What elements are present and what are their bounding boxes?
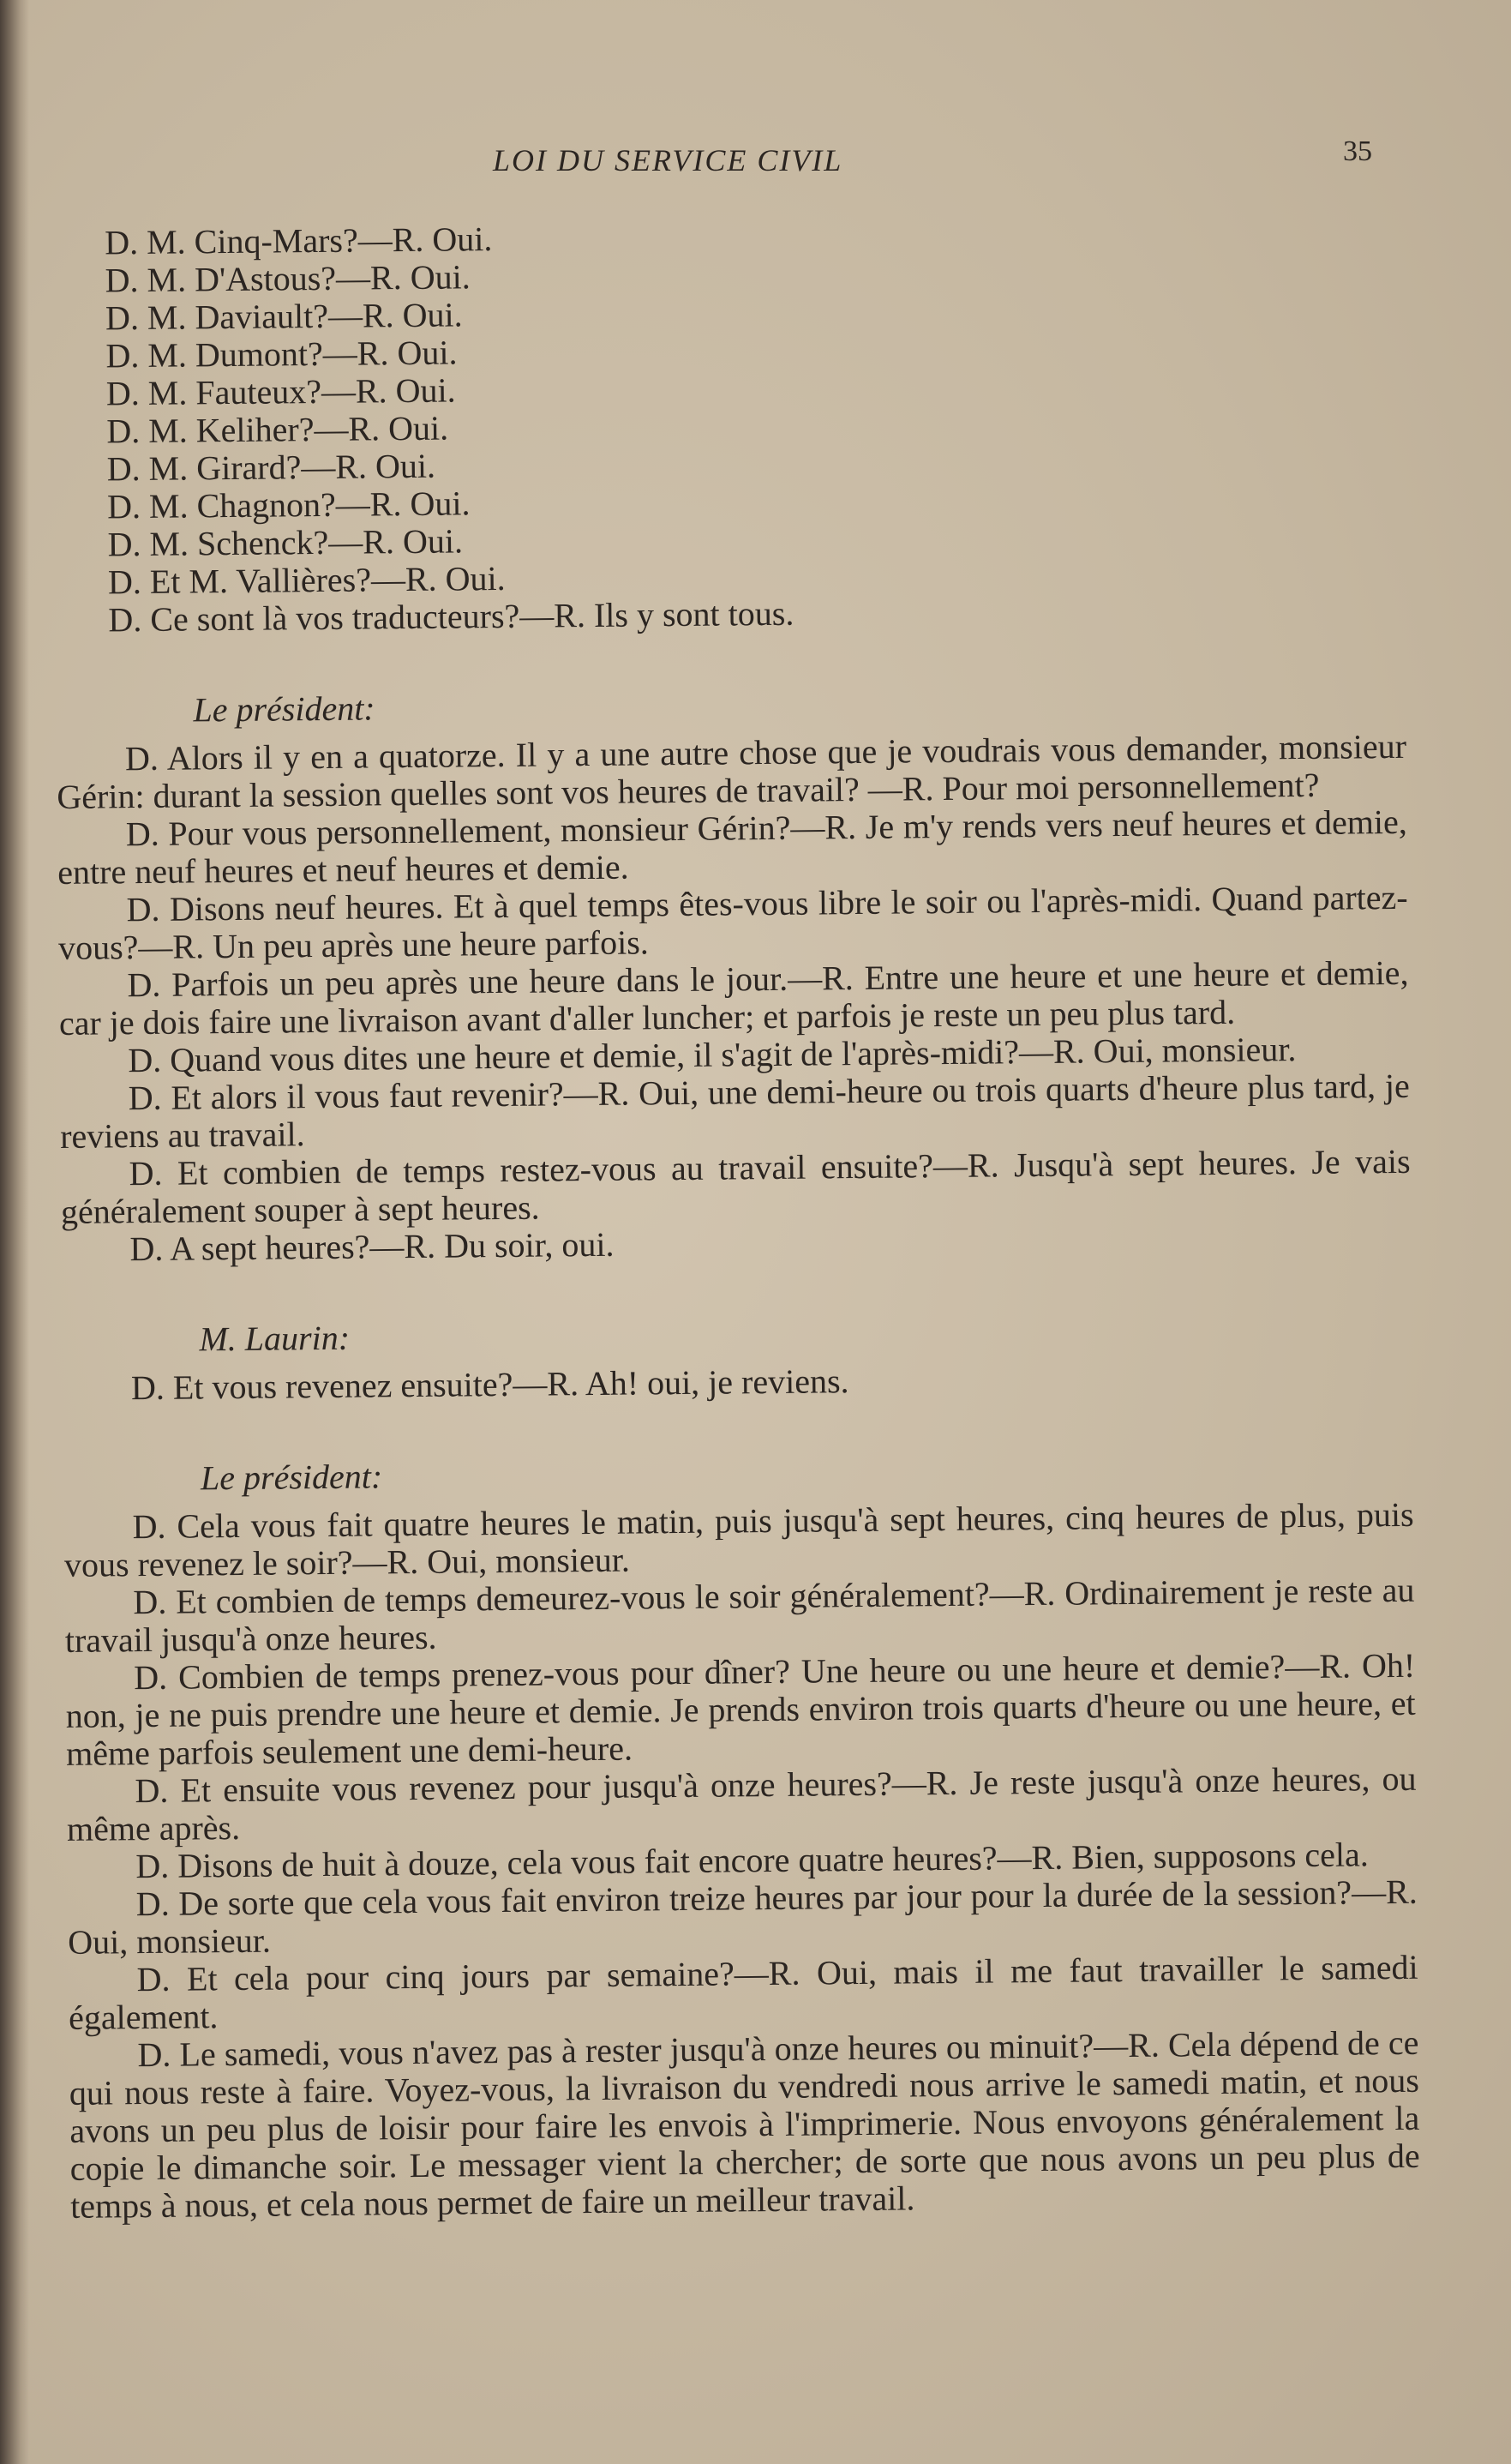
page-body [51,212,1420,2226]
dialogue-paragraph: D. Et vous revenez ensuite?—R. Ah! oui, je reviens. [130,1361,849,1408]
dialogue-paragraph: D. Pour vous personnellement, monsieur Gérin?—R. Je m'y rends vers neuf heures et demie, entre neuf heures et neuf heures et demie. [57,802,1407,892]
dialogue-paragraph: D. De sorte que cela vous fait environ treize heures par jour pour la durée de la session?—R. Oui, monsieur. [68,1872,1418,1962]
roll-call-line: D. M. Daviault?—R. Oui. [105,295,463,338]
roll-call-line: D. Et M. Vallières?—R. Oui. [107,558,506,602]
dialogue-paragraph: D. Quand vous dites une heure et demie, il s'agit de l'après-midi?—R. Oui, monsieur. [128,1030,1297,1080]
dialogue-paragraph: D. Disons neuf heures. Et à quel temps êtes-vous libre le soir ou l'après-midi. Quand partez-vous?—R. Un peu après une heure parfois. [57,877,1408,967]
speaker-heading: Le président: [193,688,375,730]
dialogue-paragraph: D. Et ensuite vous revenez pour jusqu'à onze heures?—R. Je reste jusqu'à onze heures, ou même après. [66,1758,1417,1848]
roll-call-line: D. M. Schenck?—R. Oui. [107,521,464,564]
page-number: 35 [1343,135,1372,167]
roll-call-line: D. M. Chagnon?—R. Oui. [106,484,471,526]
dialogue-paragraph: D. Et alors il vous faut revenir?—R. Oui, une demi-heure ou trois quarts d'heure plus tard, je reviens au travail. [59,1066,1410,1156]
roll-call-line: D. M. Cinq-Mars?—R. Oui. [104,219,493,262]
roll-call-line: D. M. Keliher?—R. Oui. [106,408,449,451]
page-header [0,135,1511,187]
dialogue-paragraph: D. A sept heures?—R. Du soir, oui. [129,1224,615,1269]
roll-call-line: D. M. Dumont?—R. Oui. [105,333,458,376]
running-title: LOI DU SERVICE CIVIL [493,143,843,177]
roll-call-line: D. M. Fauteux?—R. Oui. [105,370,456,413]
dialogue-paragraph: D. Cela vous fait quatre heures le matin, puis jusqu'à sept heures, cinq heures de plus, puis vous revenez le soir?—R. Oui, monsieur. [63,1494,1414,1584]
dialogue-paragraph: D. Le samedi, vous n'avez pas à rester jusqu'à onze heures ou minuit?—R. Cela dépend de ce qui nous reste à faire. Voyez-vous, la livraison du vendredi nous arrive le samedi matin, et nous avons un peu plus de loisir pour faire les envois à l'imprimerie. Nous envoyons généralement la copie le dimanche soir. Le messager vient la chercher; de sorte que nous avons un peu plus de temps à nous, et cela nous permet de faire un meilleur travail. [69,2022,1420,2226]
dialogue-paragraph: D. Disons de huit à douze, cela vous fait encore quatre heures?—R. Bien, supposons cela. [135,1835,1370,1886]
dialogue-paragraph: D. Parfois un peu après une heure dans le jour.—R. Entre une heure et une heure et demie, car je dois faire une livraison avant d'aller luncher; et parfois je reste un peu plus tard. [58,953,1409,1043]
speaker-heading: M. Laurin: [199,1318,351,1359]
dialogue-paragraph: D. Combien de temps prenez-vous pour dîner? Une heure ou une heure et demie?—R. Oh! non, je ne puis prendre une heure et demie. Je prends environ trois quarts d'heure ou une heure, et même parfois seulement une demi-heure. [65,1645,1416,1773]
dialogue-paragraph: D. Alors il y en a quatorze. Il y a une autre chose que je voudrais vous demander, monsieur Gérin: durant la session quelles sont vos heures de travail? —R. Pour moi personnellement? [57,726,1407,816]
dialogue-paragraph: D. Et combien de temps demeurez-vous le soir généralement?—R. Ordinairement je reste au travail jusqu'à onze heures. [64,1570,1415,1660]
dialogue-paragraph: D. Et combien de temps restez-vous au travail ensuite?—R. Jusqu'à sept heures. Je vais généralement souper à sept heures. [60,1141,1411,1231]
book-binding-edge [0,0,29,2464]
roll-call-line: D. M. D'Astous?—R. Oui. [105,257,471,300]
roll-call-list [105,212,1406,640]
speaker-heading: Le président: [200,1457,383,1498]
dialogue-paragraph: D. Et cela pour cinq jours par semaine?—R. Oui, mais il me faut travailler le samedi également. [68,1947,1418,2037]
roll-call-line: D. M. Girard?—R. Oui. [106,446,436,489]
roll-call-line: D. Ce sont là vos traducteurs?—R. Ils y sont tous. [108,593,794,640]
